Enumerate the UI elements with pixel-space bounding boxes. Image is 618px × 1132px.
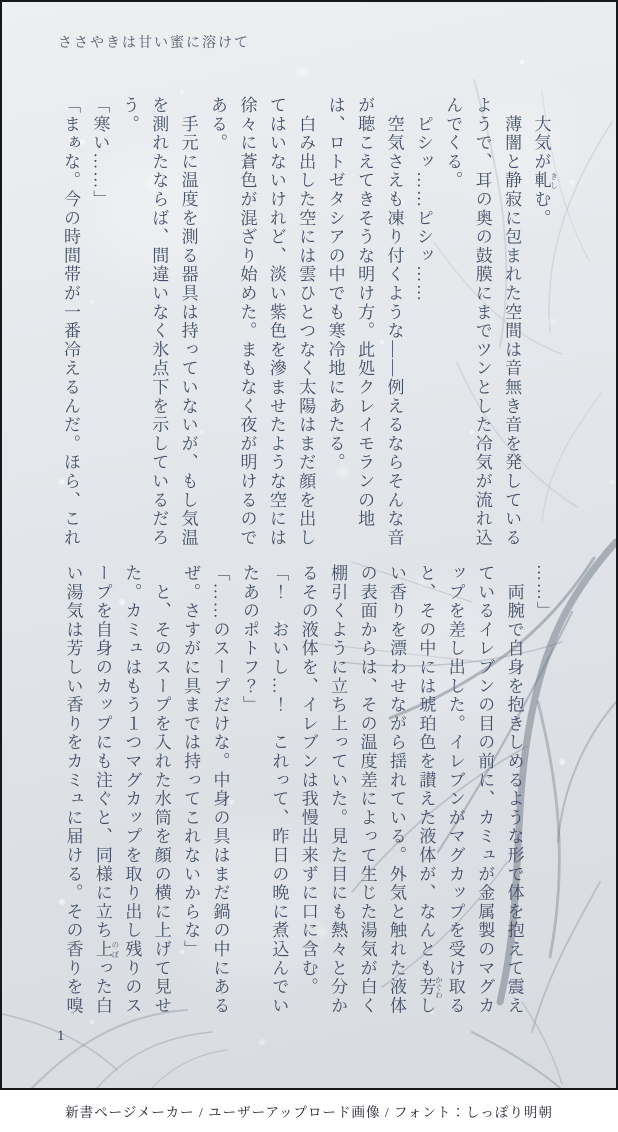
- paragraph: と、そのスープを入れた水筒を顔の横に上げて見せた。カミュはもう１つマグカップを取り出し残りのスープを自身のカップにも注ぐと、同様に立ち上 のぼった白い湯気は芳しい香りをカミュに届ける。その香りを嗅: [63, 564, 171, 1016]
- footer-caption: 新書ページメーカー / ユーザーアップロード画像 / フォント：しっぽり明朝: [0, 1090, 618, 1132]
- text-block-bottom: [58, 564, 558, 1018]
- paragraph: 「寒い……」: [90, 96, 110, 209]
- text-block-top: [56, 96, 558, 550]
- paragraph: 大気が軋 きしむ。: [531, 96, 559, 228]
- paragraph: ……」: [534, 564, 553, 621]
- paragraph: 両腕で自身を抱きしめるような形で体を抱えて震えているイレブンの目の前に、カミュが金属製のマグカップを差し出した。イレブンがマグカップを受け取ると、その中には琥珀色を讃えた液体が、なんとも芳 かぐわしい香りを漂わせながら揺れている。外気と触れた液体の表面からは、その温度差によって生じた湯気が白く棚引くように立ち上っていた。見た目にも熱々と分かるその液体を、イレブンは我慢出来ずに口に含む。: [298, 564, 524, 1016]
- paragraph: 手元に温度を測る器具は持っていないが、もし気温を測れたならば、間違いなく氷点下を示しているだろう。: [119, 96, 198, 548]
- paragraph: ピシッ……ピシッ……: [413, 96, 433, 303]
- paragraph: 薄闇と静寂に包まれた空間は音無き音を発しているようで、耳の奥の鼓膜にまでツンとした冷気が流れ込んでくる。: [443, 96, 522, 548]
- page-number: 1: [57, 1028, 65, 1044]
- paragraph: 白み出した空には雲ひとつなく太陽はまだ顔を出してはいないけれど、淡い紫色を滲ませたような空には徐々に蒼色が混ざり始めた。まもなく夜が明けるのである。: [208, 96, 316, 548]
- paragraph: 「……のスープだけな。中身の具はまだ鍋の中にあるぜ。さすがに具までは持ってこれないからな」: [181, 564, 230, 1016]
- paragraph: 「！ おいし…！ これって、昨日の晩に煮込んでいたあのポトフ？」: [239, 564, 289, 1016]
- paragraph: 「まぁな。今の時間帯が一番冷えるんだ。ほら、これ: [61, 96, 80, 548]
- paragraph: 空気さえも凍り付くような――例えるならそんな音が聴こえてきそうな明け方。此処クレイモランの地は、ロトゼタシアの中でも寒冷地にあたる。: [325, 96, 404, 548]
- page-title: ささやきは甘い蜜に溶けて: [58, 36, 250, 51]
